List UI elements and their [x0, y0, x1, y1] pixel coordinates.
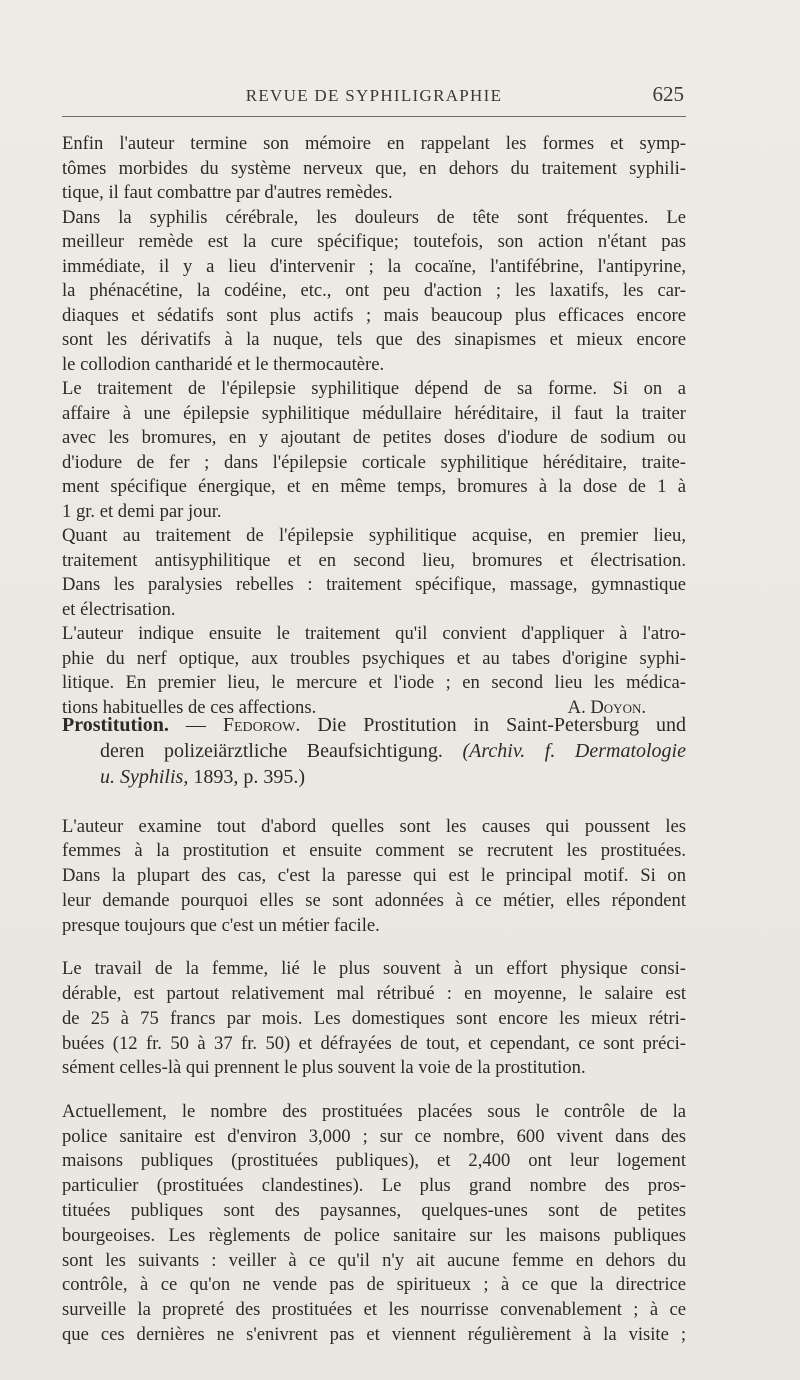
text-line: tique, il faut combattre par d'autres remèdes.: [62, 182, 393, 203]
paragraph-epilepsy: [62, 377, 686, 524]
paragraph-wages: [62, 957, 686, 1081]
text-line: Actuellement, le nombre des prostituées placées sous le contrôle de la: [62, 1100, 686, 1122]
text-line: affaire à une épilepsie syphilitique médullaire héréditaire, il faut la traiter: [62, 402, 686, 424]
text-line: tions habituelles de ces affections.: [62, 696, 317, 718]
page-number: 625: [652, 82, 684, 106]
text-line: tituées publiques sont des paysannes, quelques-unes sont de petites: [62, 1199, 686, 1221]
review-text: [62, 132, 686, 720]
text-line: de 25 à 75 francs par mois. Les domestiques sont encore les mieux rétri-: [62, 1007, 686, 1029]
journal-title: REVUE DE SYPHILIGRAPHIE: [245, 86, 503, 105]
text-line: maisons publiques (prostituées publiques), et 2,400 ont leur logement: [62, 1150, 686, 1172]
text-line: Le traitement de l'épilepsie syphilitique dépend de sa forme. Si on a: [62, 378, 686, 399]
text-line: le collodion cantharidé et le thermocautère.: [62, 353, 385, 375]
text-line: Le travail de la femme, lié le plus souvent à un effort physique consi-: [62, 958, 686, 980]
text-line: Dans les paralysies rebelles : traitement spécifique, massage, gymnastique: [62, 574, 686, 595]
prostitution-review-text: [62, 796, 686, 1366]
text-line: sont les dérivatifs à la nuque, tels que des sinapismes et mieux encore: [62, 329, 686, 350]
paragraph-conclusion: [62, 132, 686, 206]
text-line: Dans la syphilis cérébrale, les douleurs de tête sont fréquentes. Le: [62, 206, 686, 228]
article-title: Die Prostitution in Saint-Petersburg und: [300, 714, 687, 736]
text-line: que ces dernières ne s'enivrent pas et viennent régulièrement à la visite ;: [62, 1323, 686, 1345]
text-line: avec les bromures, en y ajoutant de petites doses d'iodure de sodium ou: [62, 427, 686, 448]
text-line: police sanitaire est d'environ 3,000 ; sur ce nombre, 600 vivent dans des: [62, 1125, 686, 1147]
text-line: Dans la plupart des cas, c'est la paresse qui est le principal motif. Si on: [62, 865, 686, 887]
text-line: 1 gr. et demi par jour.: [62, 500, 222, 522]
text-line: Quant au traitement de l'épilepsie syphilitique acquise, en premier lieu,: [62, 525, 686, 546]
text-line: phie du nerf optique, aux troubles psychiques et au tabes d'origine syphi-: [62, 647, 686, 669]
reviewed-author: Fedorow.: [222, 714, 301, 736]
text-line: surveille la propreté des prostituées et les nourrisse convenablement ; à ce: [62, 1299, 686, 1321]
text-line: particulier (prostituées clandestines). Le plus grand nombre des pros-: [62, 1175, 686, 1197]
text-line: d'iodure de fer ; dans l'épilepsie corticale syphilitique héréditaire, traite-: [62, 451, 686, 473]
text-line: L'auteur examine tout d'abord quelles sont les causes qui poussent les: [62, 815, 686, 837]
text-line: sont les suivants : veiller à ce qu'il n'y ait aucune femme en dehors du: [62, 1249, 686, 1271]
text-line: bourgeoises. Les règlements de police sanitaire sur les maisons publiques: [62, 1224, 686, 1246]
section-keyword: Prostitution.: [62, 714, 169, 736]
text-line: dérable, est partout relativement mal rétribué : en moyenne, le salaire est: [62, 982, 686, 1004]
text-line: diaques et sédatifs sont plus actifs ; mais beaucoup plus efficaces encore: [62, 304, 686, 326]
text-line: femmes à la prostitution et ensuite comment se recrutent les prostituées.: [62, 840, 686, 862]
heading-line: [62, 764, 686, 790]
paragraph-optic-atrophy: [62, 622, 686, 720]
text-line: Enfin l'auteur termine son mémoire en rappelant les formes et symp-: [62, 133, 686, 154]
text-line: sément celles-là qui prennent le plus souvent la voie de la prostitution.: [62, 1057, 586, 1079]
text-line: L'auteur indique ensuite le traitement qu'il convient d'appliquer à l'atro-: [62, 623, 686, 644]
running-header: [62, 80, 686, 117]
journal-source: (Archiv. f. Dermatologie: [462, 740, 686, 762]
text-line: immédiate, il y a lieu d'intervenir ; la cocaïne, l'antifébrine, l'antipyrine,: [62, 255, 686, 277]
paragraph-acquired-epilepsy: [62, 524, 686, 622]
heading-line: [62, 738, 686, 764]
paragraph-statistics: [62, 1100, 686, 1348]
text-line: leur demande pourquoi elles se sont adonnées à ce métier, elles répondent: [62, 889, 686, 911]
text-line: contrôle, à ce qu'on ne vende pas de spiritueux ; à ce que la directrice: [62, 1274, 686, 1296]
text-line: buées (12 fr. 50 à 37 fr. 50) et défrayées de tout, et cependant, ce sont préci-: [62, 1032, 686, 1054]
section-heading: [62, 712, 686, 790]
text-line: tômes morbides du système nerveux que, en dehors du traitement syphili-: [62, 157, 686, 179]
journal-source-cont: u. Syphilis,: [100, 766, 189, 788]
text-line: et électrisation.: [62, 598, 176, 620]
paragraph-causes: [62, 815, 686, 939]
citation-ref: 1893, p. 395.): [188, 766, 306, 788]
heading-dash: —: [168, 714, 223, 736]
heading-line: [62, 712, 686, 738]
text-line: presque toujours que c'est un métier facile.: [62, 914, 380, 936]
article-title-cont: deren polizeiärztliche Beaufsichtigung.: [100, 740, 463, 762]
text-line: traitement antisyphilitique et en second lieu, bromures et électrisation.: [62, 549, 686, 571]
paragraph-cerebral-syphilis: [62, 206, 686, 378]
author-signature: A. Doyon.: [567, 696, 646, 718]
text-line: meilleur remède est la cure spécifique; toutefois, son action n'étant pas: [62, 231, 686, 252]
text-line: litique. En premier lieu, le mercure et l'iode ; en second lieu les médica-: [62, 672, 686, 693]
text-line: la phénacétine, la codéine, etc., ont peu d'action ; les laxatifs, les car-: [62, 280, 686, 301]
text-line: ment spécifique énergique, et en même temps, bromures à la dose de 1 à: [62, 476, 686, 497]
